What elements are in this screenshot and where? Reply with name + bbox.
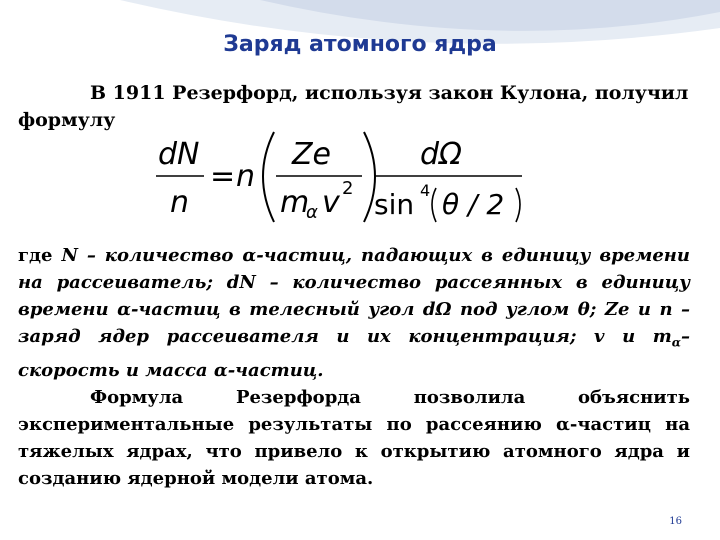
definitions-subscript: α — [671, 335, 681, 350]
intro-line-2: формулу — [18, 109, 116, 131]
formula-power-4: 4 — [420, 181, 431, 200]
formula-dN: dN — [158, 137, 200, 172]
slide-title: Заряд атомного ядра — [223, 32, 497, 57]
formula-v: v — [322, 185, 340, 220]
definitions-paragraph — [18, 242, 690, 384]
page-number: 16 — [669, 516, 682, 527]
formula-Ze: Ze — [292, 137, 332, 172]
conclusion-paragraph: Формула Резерфорда позволила объяснить экспериментальные результаты по рассеянию α-частиц на тяжелых ядрах, что привело к открытию атомного ядра и созданию ядерной модели атома. — [18, 386, 690, 489]
formula-n: n — [236, 159, 256, 194]
intro-text — [18, 80, 708, 134]
formula-alpha-sub: α — [306, 202, 318, 223]
rutherford-formula — [152, 128, 532, 228]
definitions-main: N – количество α-частиц, падающих в единицу времени на рассеиватель; dN – количество рассеянных в единицу времени α-частиц в телесный угол dΩ под углом θ; Ze и n – заряд ядер рассеивателя и их концентрация; v и m — [18, 245, 690, 347]
formula-sin: sin — [374, 188, 415, 221]
formula-theta-half: θ / 2 — [442, 188, 505, 221]
formula-equals: = — [210, 159, 236, 194]
formula-n-denom: n — [170, 185, 190, 220]
formula-m: m — [280, 185, 310, 220]
definitions-tail: –скорость и масса α-частиц. — [18, 326, 690, 381]
formula-dOmega: dΩ — [420, 137, 462, 172]
intro-line-1: В 1911 Резерфорд, используя закон Кулона, получил — [90, 82, 689, 104]
body-text — [18, 242, 690, 492]
definitions-lead: где — [18, 245, 62, 266]
formula-squared: 2 — [342, 178, 354, 199]
